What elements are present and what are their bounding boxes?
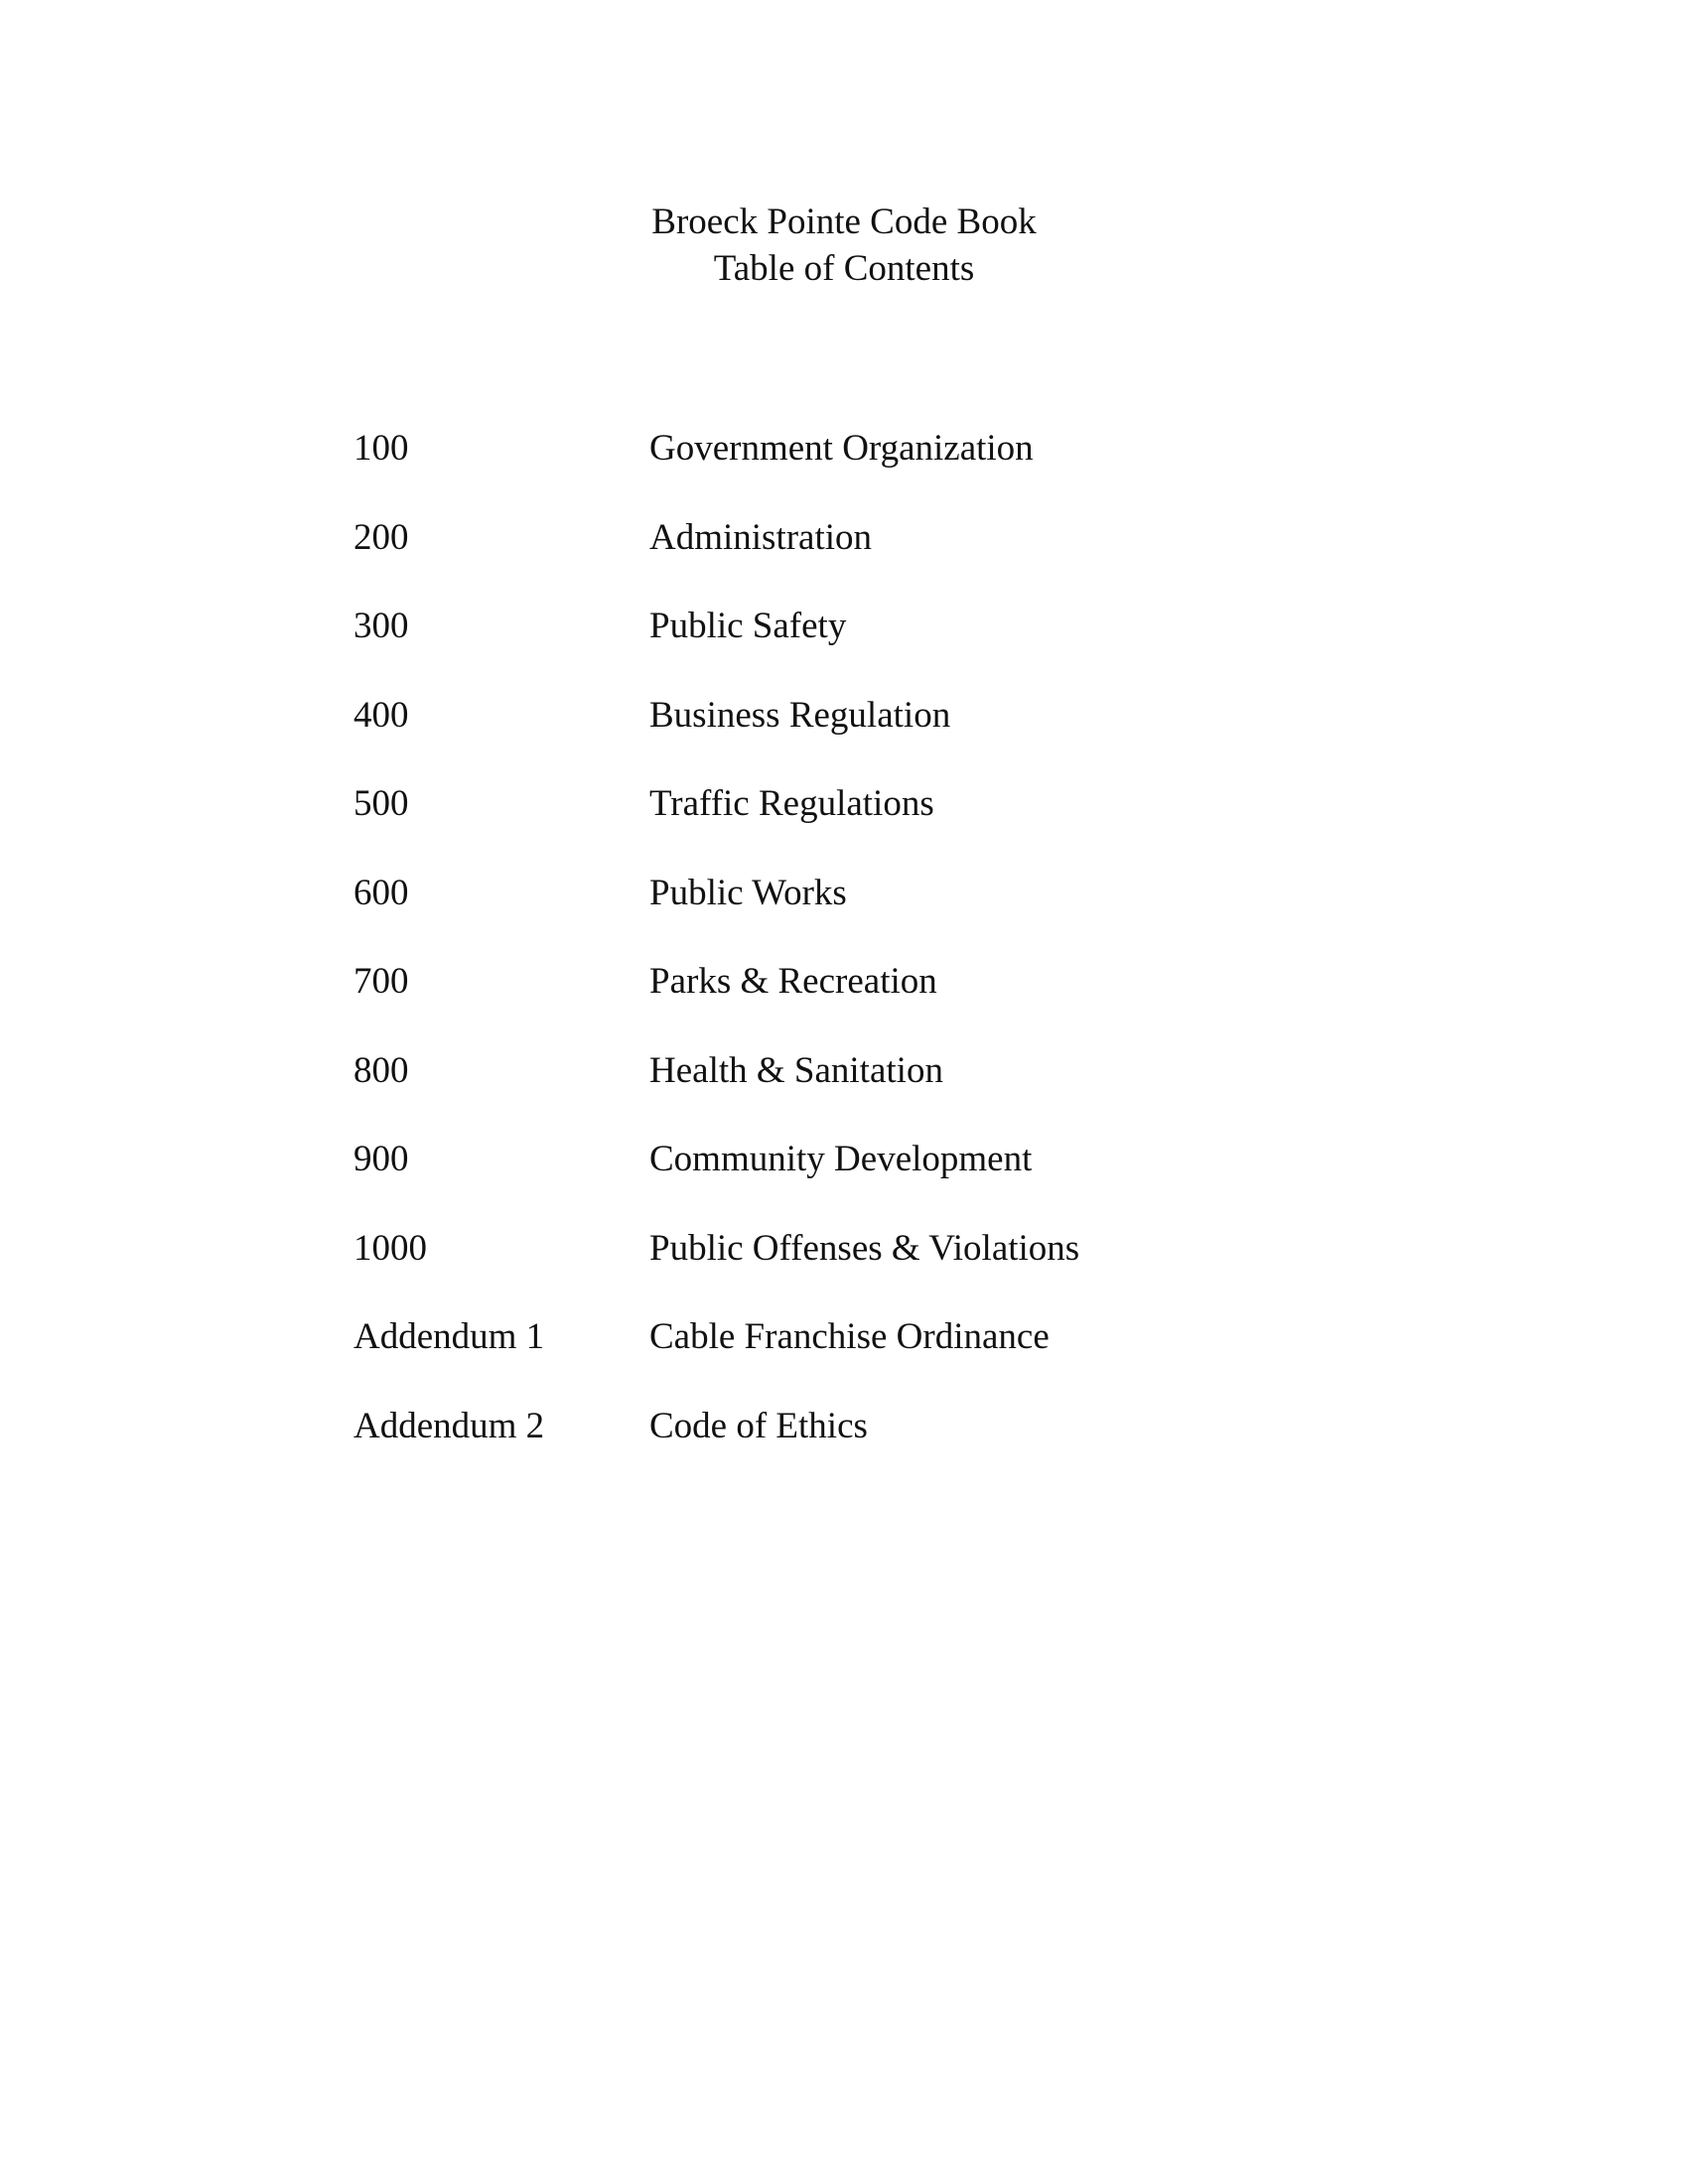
toc-entry-title: Cable Franchise Ordinance [649,1316,1050,1357]
toc-entry-title: Code of Ethics [649,1405,868,1446]
toc-entry-number: 100 [353,428,409,469]
toc-entry [353,603,1446,692]
document-title: Broeck Pointe Code Book [651,202,1037,242]
toc-entry [353,514,1446,604]
toc-entry-number: 800 [353,1049,409,1091]
toc-entry-title: Administration [649,516,873,558]
toc-entry-title: Health & Sanitation [649,1049,943,1091]
table-of-contents [353,425,1446,1491]
toc-entry-title: Public Safety [649,606,847,646]
toc-entry-number: 400 [353,694,409,736]
toc-entry-number: 700 [353,961,409,1002]
toc-entry-number: Addendum 1 [353,1316,545,1357]
toc-entry [353,425,1446,514]
toc-entry-number: 900 [353,1139,409,1179]
toc-entry-title: Government Organization [649,428,1034,469]
toc-entry-number: 1000 [353,1227,427,1269]
toc-entry-number: 600 [353,872,409,913]
toc-entry [353,1136,1446,1225]
toc-entry [353,692,1446,781]
toc-entry [353,780,1446,870]
toc-entry-title: Business Regulation [649,694,951,736]
toc-entry [353,1225,1446,1314]
toc-entry [353,1047,1446,1137]
toc-entry-number: 300 [353,606,409,646]
toc-entry-title: Community Development [649,1139,1033,1179]
toc-entry [353,1313,1446,1403]
toc-entry-title: Parks & Recreation [649,961,937,1002]
toc-entry [353,870,1446,959]
toc-entry-title: Public Offenses & Violations [649,1227,1080,1269]
toc-entry [353,958,1446,1047]
toc-entry-number: Addendum 2 [353,1405,545,1446]
toc-entry-title: Public Works [649,872,847,913]
toc-entry-number: 200 [353,516,409,558]
document-subtitle: Table of Contents [713,248,975,289]
document-header [0,199,1688,292]
toc-entry [353,1403,1446,1492]
toc-entry-title: Traffic Regulations [649,783,934,824]
toc-entry-number: 500 [353,783,409,824]
